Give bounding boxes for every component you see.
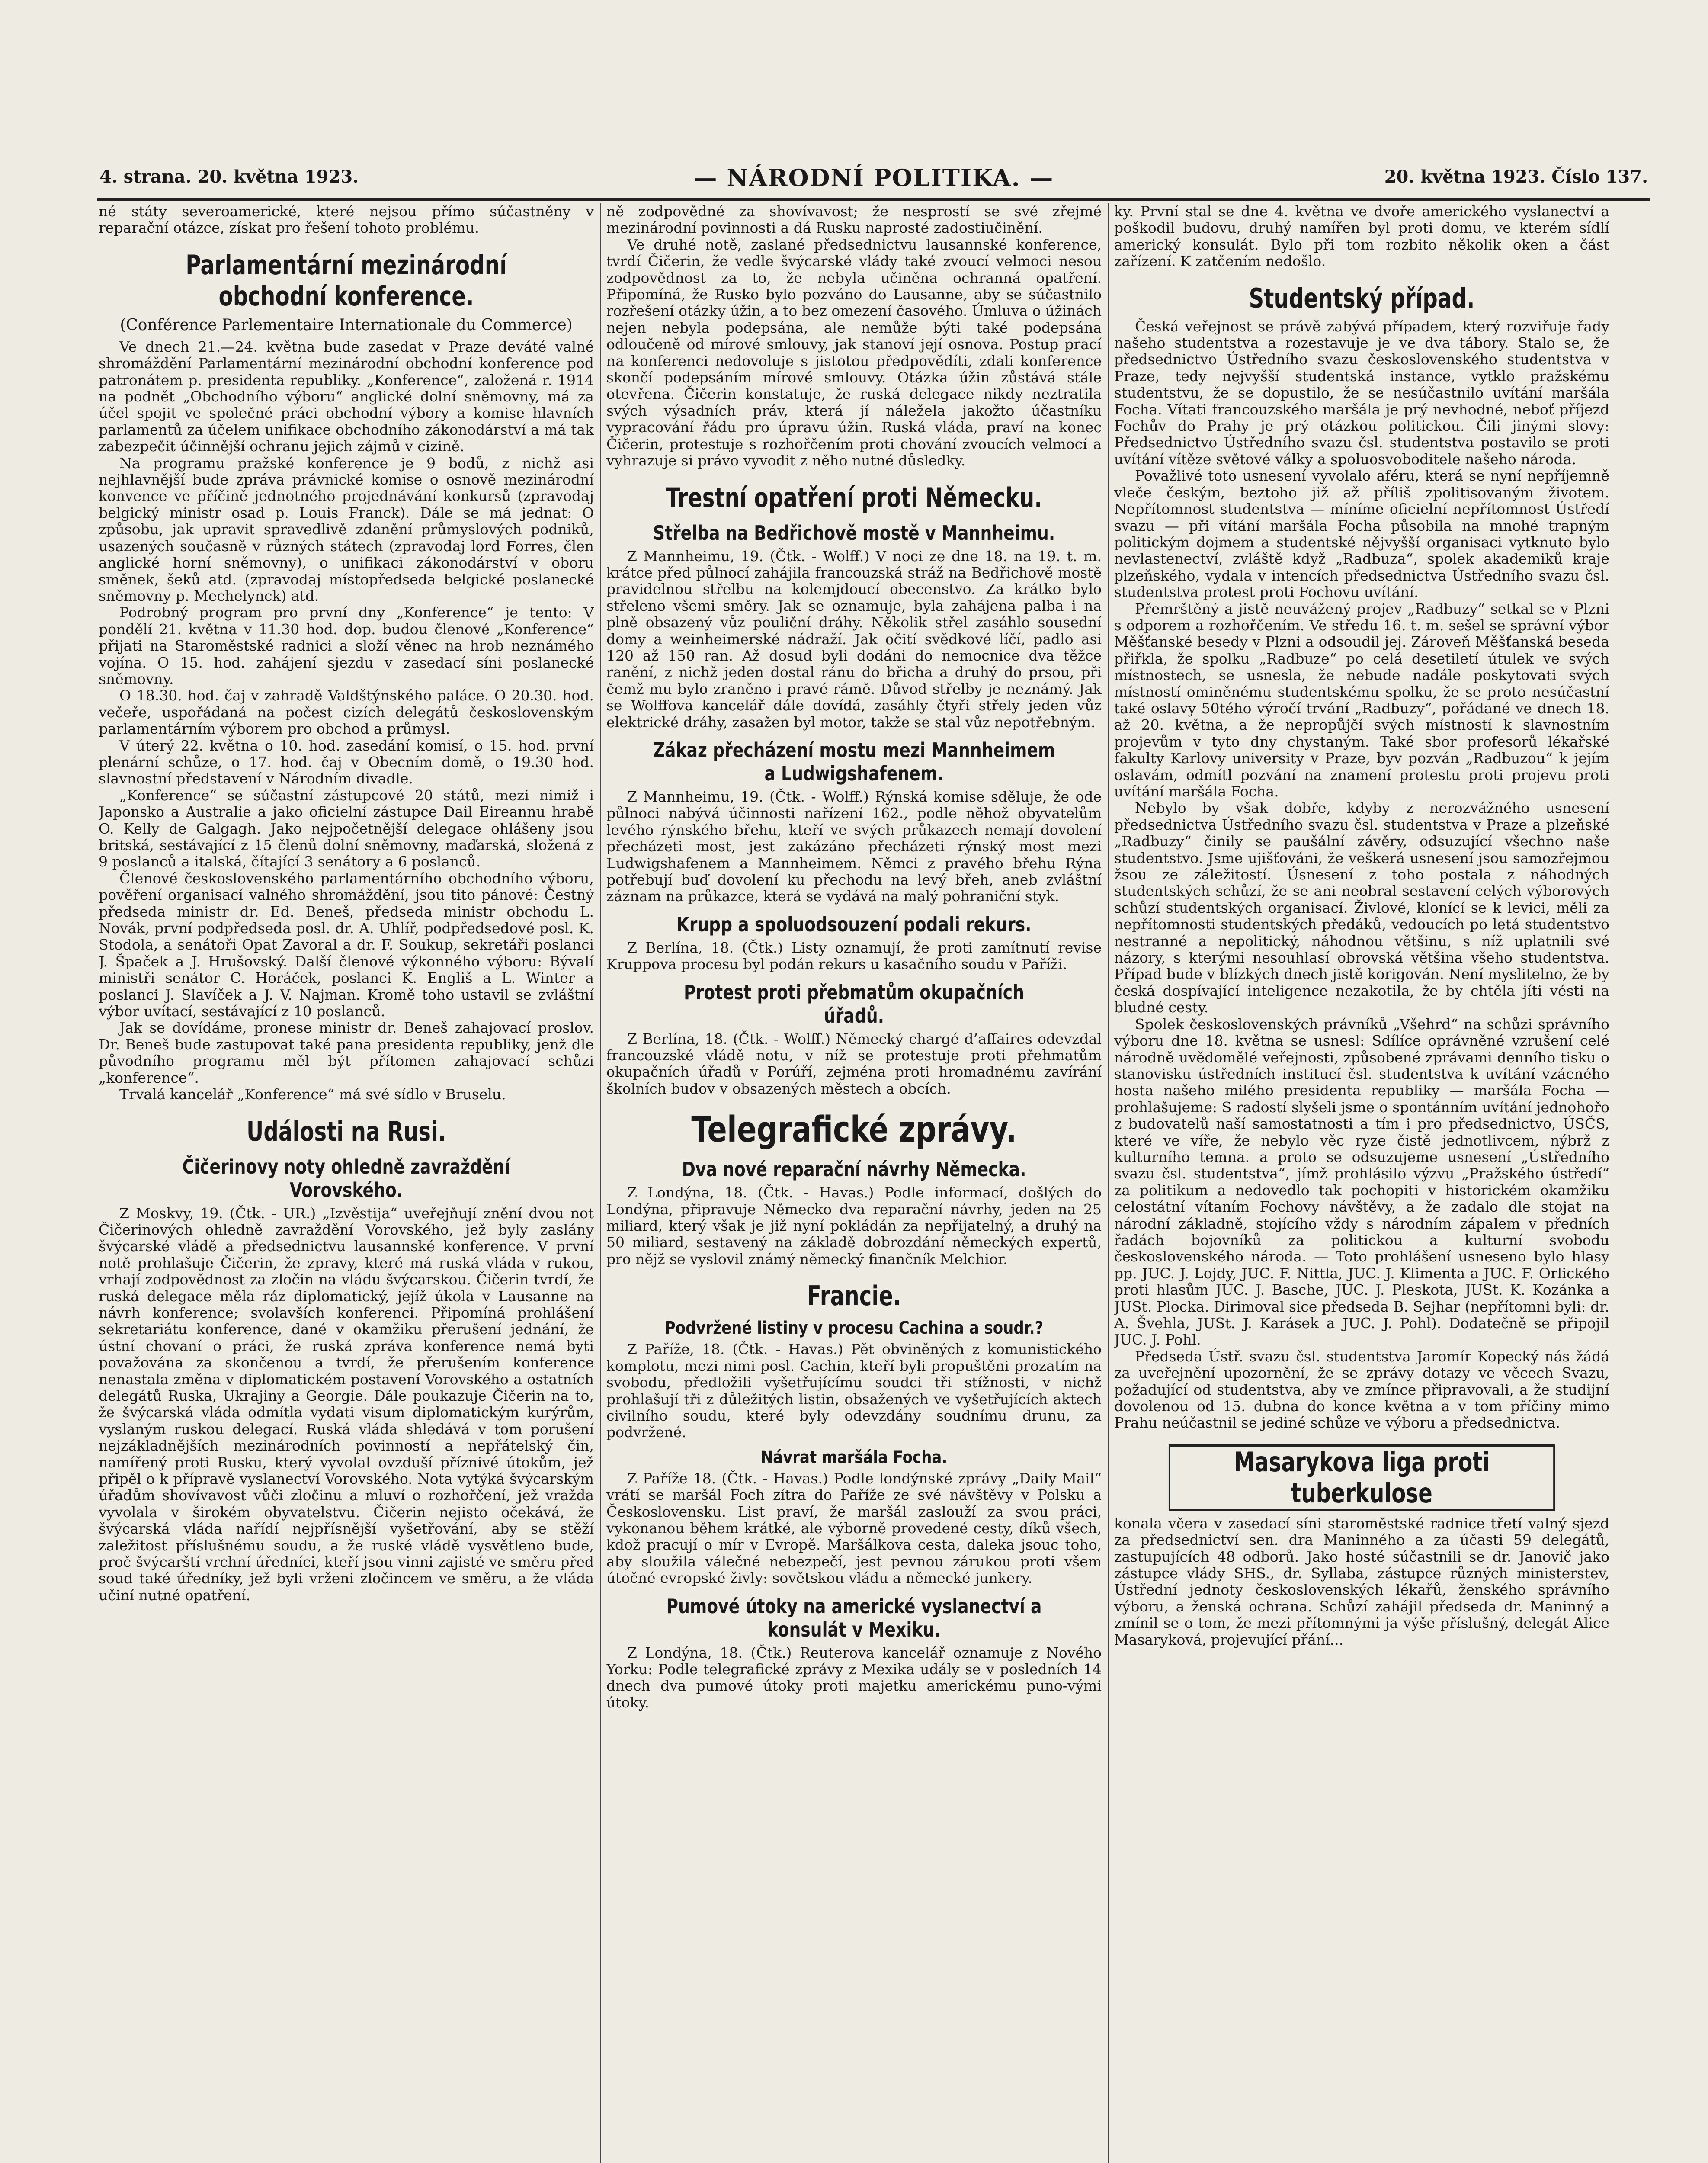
- paragraph: Spolek československých právníků „Všehrd“ na schůzi správního výboru dne 18. května se usnesl: Sdílíce oprávněné vzrušení celé národně uvědomělé veřejnosti, způsobené zprávami denního tisku o stanovisku ústředních institucí čsl. studentstva k uvítání vzácného hosta našeho milého presidenta republiky — maršála Focha — prohlašujeme: S radostí slyšeli jsme o spontánním uvítání jednohořo z budovatelů naší samostatnosti a tím i pro předsednictvo, ÚSČS, které ve víře, že nebylo věc ryze čistě jednotlivcem, nýbrž z kulturního temna. a proto se odsuzujeme usnesení „Ústředního svazu čsl. studentstva“, jímž prohlásilo výzvu „Pražského ústředí“ za politikum a nedovedlo tak pochopiti v historickém okamžiku celostátní vítaním Fochovy návštěvy, a že zadalo dle stojat na národní základně, stojícího vždy s národním zápalem v předních řadách bojovníků za politickou a kulturní svobodu československého národa. — Toto prohlášení usneseno bylo hlasy pp. JUC. J. Lojdy, JUC. F. Nittla, JUC. J. Klimenta a JUC. F. Orlického proti hlasům JUC. J. Basche, JUC. J. Pleskota, JUSt. K. Kozánka a JUSt. Plocka. Dirimoval sice předseda B. Sejhar (nepřítomni byli: dr. A. Švehla, JUSt. J. Karásek a JUC. J. Pohl). Dodatečně se připojil JUC. J. Pohl.: [1114, 1015, 1609, 1348]
- paragraph: Z Paříže, 18. (Čtk. - Havas.) Pět obviněných z komunistického komplotu, mezi nimi posl. Cachin, kteří byli propuštěni prozatím na svobodu, předložili vyšetřujícímu soudci tři stížnosti, v nichž prohlašují tři z důležitých listin, obsažených ve vyšetřujících aktech civilního soudu, které byly odevzdány soudnímu drunu, za podvržené.: [606, 1341, 1102, 1441]
- paragraph: Z Mannheimu, 19. (Čtk. - Wolff.) Rýnská komise sděluje, že ode půlnoci nabývá účinnosti nařízení 162., podle něhož obyvatelům levého rýnského břehu, kteří ve svých průkazech nemají dovolení přecházeti most, jest zakázáno přecházeti rýnský most mezi Ludwigshafenem a Mannheimem. Němci z pravého břehu Rýna potřebují buď dovolení ku přechodu na levý břeh, aneb zvláštní záznam na průkazce, která se vydává na malý pohraniční styk.: [606, 788, 1102, 905]
- paragraph: Podrobný program pro první dny „Konference“ je tento: V pondělí 21. května v 11.30 hod. dop. budou členové „Konference“ přijati na Staroměstské radnici a složí věnec na hrob neznámého vojína. O 15. hod. zahájení sjezdu v zasedací síni poslanecké sněmovny.: [99, 604, 594, 687]
- paragraph: Z Moskvy, 19. (Čtk. - UR.) „Izvěstija“ uveřejňují znění dvou not Čičerinových ohledně zavraždění Vorovského, jež byly zaslány švýcarské vládě a předsednictvu lausannské konference. V první notě prohlašuje Čičerin, že zpravy, které má ruská vláda v rukou, vrhají zodpovědnost za zločin na vládu švýcarskou. Čičerin tvrdí, že ruská delegace měla ráz diplomatický, jejíž úkola v Lausanne na návrh konference; svolavších konferenci. Připomíná prohlášení sekretariátu konference, dané v okamžiku přerušení jednání, že ústní chovaní o práci, že ruská zpráva konference nemá byti považována za skončenou a tvrdí, že přerušením konference nenastala změna v diplomatickém postavení Vorovského a ostatních delegátů Ruska, Ukrajiny a Georgie. Dále poukazuje Čičerin na to, že švýcarská vláda odmítla vydati visum diplomatickým kurýrům, vyslaným ruskou delegací. Ruská vláda shledává v tom porušení nejzákladnějších mezinárodních povinností a nepřátelský čin, namířený proti Rusku, který vyvolal ovzduší příznivé útokům, jež připěl o k přípravě vyslanectví Vorovského. Nota vytýká švýcarským úřadům shovívavost vůči zločinu a mluví o rozhořčení, jež vražda vyvolala v širokém obyvatelstvu. Čičerin nejisto očekává, že švýcarská vláda nařídí nejpřísnější vyšetřování, aby se stěží zaležitost příslušnému soudu, a že ruské vládě vysvětleno bude, proč švýcarští vrchní úředníci, kteří jsou vinni zajisté ve směru před soud také úředníky, jež byli vrženi zločincem ve směru, a že vláda učiní nutné opatření.: [99, 1204, 594, 1604]
- paragraph: Přemrštěný a jistě neuvážený projev „Radbuzy“ setkal se v Plzni s odporem a rozhořčením. Ve středu 16. t. m. sešel se správní výbor Měšťanské besedy v Plzni a odsoudil jej. Zároveň Měšťanská beseda přiřkla, že spolku „Radbuze“ po celá desetiletí útulek ve svých místnostech, se usnesla, že nebude nadále poskytovati svých místností ominěnému studentskému spolku, že se proto nesúčastní také oslavy 50tého výročí trvání „Radbuzy“, pořádané ve dnech 18. až 20. května, a že nepropůjčí svých místností k slavnostním projevům v tyto dny chystaným. Také sbor profesorů lékařské fakulty Karlovy university v Praze, byv pozván „Radbuzou“ k jejím oslavám, odmítl pozvání na znamení protestu proti projevu proti uvítání maršála Focha.: [1114, 600, 1609, 800]
- header-right: 20. května 1923. Číslo 137.: [1384, 167, 1648, 187]
- paragraph: Z Londýna, 18. (Čtk.) Reuterova kancelář oznamuje z Nového Yorku: Podle telegrafické zprávy z Mexika udály se v posledních 14 dnech dva pumové útoky proti majetku americkému puno-vými útoky.: [606, 1644, 1102, 1711]
- paragraph: Na programu pražské konference je 9 bodů, z nichž asi nejhlavnější bude zpráva právnické komise o osnově mezinárodní konvence ve příčině jednotného projednávání konkursů (zpravodaj belgický ministr osad p. Louis Franck). Dále se má jednat: O způsobu, jak upravit spravedlivě zdanění průmyslových podniků, usazených současně v různých státech (zpravodaj lord Forres, člen anglické horní sněmovny), o unifikaci zákonodárství v oboru směnek, šeků atd. (zpravodaj místopředseda belgické poslanecké sněmovny p. Mechelynck) atd.: [99, 454, 594, 604]
- article-headline: Krupp a spoluodsouzení podali rekurs.: [676, 912, 1032, 936]
- article-headline: Parlamentární mezinárodní obchodní konference.: [186, 249, 507, 312]
- article-subheadline: (Conférence Parlementaire Internationale du Commerce): [120, 316, 573, 334]
- article-headline: Masarykova liga proti tuberkulose: [1169, 1444, 1555, 1511]
- header-left: 4. strana. 20. května 1923.: [99, 167, 359, 187]
- article-headline: Pumové útoky na americké vyslanectví a konsulát v Mexiku.: [666, 1594, 1042, 1641]
- paragraph: Z Paříže 18. (Čtk. - Havas.) Podle londýnské zprávy „Daily Mail“ vrátí se maršál Foch zítra do Paříže ze své návštěvy v Polsku a Československu. List praví, že maršál zaslouží za svou práci, vykonanou během krátké, ale výborně provedené cesty, díků všech, kdož pracují o mír v Evropě. Maršálkova cesta, daleka jsouc toho, aby sloužila válečné nebezpečí, jest pevnou zárukou proti všem útočné evropské živly: sovětskou vládu a německé junkery.: [606, 1470, 1102, 1587]
- article-subheadline: Střelba na Bedřichově mostě v Mannheimu.: [653, 521, 1055, 545]
- paragraph: Česká veřejnost se právě zabývá případem, který rozviřuje řady našeho studentstva a rozestavuje je ve dva tábory. Stalo se, že předsednictvo Ústředního svazu československého studentstva v Praze, tedy nejvyšší studentská instance, vytklo pražskému studentstvu, že se dopustilo, že se nesúčastnilo uvítání maršála Focha. Vítati francouzského maršála je prý nevhodné, neboť příjezd Fochův do Prahy je prý otázkou politickou. Čili jinými slovy: Předsednictvo Ústředního svazu čsl. studentstva postavilo se proti uvítání vítěze světové války a spoluosvoboditele našeho národa.: [1114, 318, 1609, 468]
- column-1: [99, 203, 594, 2163]
- paragraph: Z Londýna, 18. (Čtk. - Havas.) Podle informací, došlých do Londýna, připravuje Německo dva reparační návrhy, jeden na 25 miliard, který však je již nyní pokládán za nepřijatelný, a druhý na 50 miliard, sestavený na základě dobrozdání německých expertů, pro nějž se vyslovil známý německý finančník Melchior.: [606, 1184, 1102, 1268]
- paragraph: né státy severoamerické, které nejsou přímo súčastněny v reparační otázce, získat pro řešení tohoto problému.: [99, 203, 594, 237]
- paragraph: Z Berlína, 18. (Čtk.) Listy oznamují, že proti zamítnutí revise Kruppova procesu byl podán rekurs u kasačního soudu v Paříži.: [606, 939, 1102, 973]
- paragraph: Členové československého parlamentárního obchodního výboru, pověření organisací valného shromáždění, jsou tito pánové: Čestný předseda ministr dr. Ed. Beneš, předseda ministr obchodu L. Novák, první podpředseda posl. dr. A. Uhlíř, podpředsedové posl. K. Stodola, a senátoři Opat Zavoral a dr. F. Soukup, sekretáři poslanci J. Špaček a J. Hrušovský. Další členové výkonného výboru: Bývalí ministři senátor C. Horáček, poslanci K. Engliš a L. Winter a poslanci J. Slavíček a J. V. Najman. Kromě toho ustavil se zvláštní výbor uvítací, sestávající z 10 poslanců.: [99, 870, 594, 1020]
- column-2: [606, 203, 1102, 2163]
- paragraph: ky. První stal se dne 4. května ve dvoře amerického vyslanectví a poškodil budovu, druhý namířen byl proti domu, ve kterém sídlí americký konsulát. Bylo při tom rozbito několik oken a část zařízení. K zatčením nedošlo.: [1114, 203, 1609, 270]
- paragraph: Předseda Ústř. svazu čsl. studentstva Jaromír Kopecký nás žádá za uveřejnění upozornění, že se zprávy dotazy ve věcech Svazu, požadující od studentstva, aby ve zmínce připravovali, a že studijní dovolenou od 15. dubna do konce května a v tom příčiny mimo Prahu neúčastnil se jediné schůze ve výboru a předsednictva.: [1114, 1348, 1609, 1431]
- paragraph: Z Mannheimu, 19. (Čtk. - Wolff.) V noci ze dne 18. na 19. t. m. krátce před půlnocí zahájila francouzská stráž na Bedřichově mostě pravidelnou střelbu na kolemjdoucí obecenstvo. Za krátko bylo střeleno všemi směry. Jak se oznamuje, byla zahájena palba i na plně obsazený vůz pouliční dráhy. Několik střel zasáhlo sousední domy a weinheimerské nádraží. Jak očití svědkové líčí, padlo asi 120 až 150 ran. Až dosud byli dodáni do nemocnice dva těžce ranění, z nichž jeden dostal ránu do břicha a druhý do prsou, při čemž mu bylo zraněno i pravé rámě. Důvod střelby je neznámý. Jak se Wolffova kancelář dále dovídá, zasáhly čtyři střely jeden vůz elektrické dráhy, zasažen byl motor, takže se stal vůz nepotřebným.: [606, 547, 1102, 731]
- article-subheadline: Dva nové reparační návrhy Německa.: [682, 1158, 1026, 1181]
- paragraph: konala včera v zasedací síni staroměstské radnice třetí valný sjezd za předsednictví sen. dra Maninného a za účasti 59 delegátů, zastupujících 48 odborů. Jako hosté súčastnili se dr. Janovič jako zástupce vlády SHS., dr. Syllaba, zástupce různých ministerstev, Ústřední jednoty československých lékařů, ženského správního výboru, a ženská ochrana. Schůzí zahájil předseda dr. Maninný a zmínil se o tom, že mezi přítomnými ja výše příslušný, delegát Alice Masaryková, projevující přání...: [1114, 1515, 1609, 1648]
- paragraph: „Konference“ se súčastní zástupcové 20 států, mezi nimiž i Japonsko a Australie a jako oficielní zástupce Dail Eireannu hrabě O. Kelly de Galgagh. Jako nejpočetnější delegace ohlášeny jsou britská, sestávající z 15 členů dolní sněmovny, maďarská, složená z 9 poslanců a italská, čítající 3 senátory a 6 poslanců.: [99, 786, 594, 870]
- article-headline: Studentský případ.: [1249, 282, 1475, 314]
- article-headline: Francie.: [807, 1280, 901, 1312]
- column-3: [1114, 203, 1609, 2163]
- paragraph: ně zodpovědné za shovívavost; že nesprostí se své zřejmé mezinárodní povinnosti a dá Rusku naprosté zadostiučinění.: [606, 203, 1102, 237]
- paragraph: Ve druhé notě, zaslané předsednictvu lausannské konference, tvrdí Čičerin, že vedle švýcarské vlády také zvoucí velmoci nesou zodpovědnost za to, že nebyla učiněna ochranná opatření. Připomíná, že Rusko bylo pozváno do Lausanne, aby se súčastnilo rozřešení otázky úžin, a to bez omezení časového. Úmluva o úžinách nejen nebyla podepsána, ale nemůže býti také podepsána odloučeně od mírové smlouvy, jak stanoví její osnova. Postup prací na konferenci nedovoluje s jistotou předpovědíti, zdali konference skončí podepsáním mírové smlouvy. Otázka úžin zůstává stále otevřena. Čičerin konstatuje, že ruská delegace nikdy neztratila svých výsadních práv, která jí náležela jakožto účastníku vypracování řádu pro úpravu úžin. Ruská vláda, praví na konec Čičerin, protestuje s rozhořčením proti chování zvoucích velmocí a vyhrazuje si právo vyvodit z něho nutné důsledky.: [606, 236, 1102, 469]
- article-headline: Trestní opatření proti Německu.: [666, 481, 1042, 513]
- paragraph: Trvalá kancelář „Konference“ má své sídlo v Bruselu.: [119, 1086, 506, 1103]
- article-subheadline: Návrat maršála Focha.: [760, 1447, 948, 1467]
- paragraph: Ve dnech 21.—24. května bude zasedat v Praze deváté valné shromáždění Parlamentární mezinárodní obchodní konference pod patronátem p. presidenta republiky. „Konference“, založená r. 1914 na podnět „Obchodního výboru“ anglické dolní sněmovny, má za účel spojit ve společné práci obchodní výbory a komise hlavních parlamentů za účelem unifikace obchodního zákonodárství a má tak zabezpečit účinnější ochranu jejich zájmů v cizině.: [99, 338, 594, 455]
- masthead-rule: [97, 198, 1650, 201]
- masthead: [99, 164, 1648, 197]
- article-subheadline: Podvržené listiny v procesu Cachina a soudr.?: [664, 1318, 1044, 1338]
- paragraph: V úterý 22. května o 10. hod. zasedání komisí, o 15. hod. první plenární schůze, o 17. hod. čaj v Obecním domě, o 19.30 hod. slavnostní představení v Národním divadle.: [99, 737, 594, 787]
- article-headline: Protest proti přebmatům okupačních úřadů.: [684, 980, 1024, 1027]
- newspaper-title: — NÁRODNÍ POLITIKA. —: [693, 164, 1054, 192]
- paragraph: Považlivé toto usnesení vyvolalo aféru, která se nyní nepříjemně vleče českým, beztoho již až příliš zpolitisovaným životem. Nepřítomnost studentstva — míníme oficielní nepřítomnost Ústředí svazu — při vítání maršála Focha působila na mnohé trapným politickým dojmem a studentské nějvyšší organisaci vytknuto bylo nevlastenectví, zvláště když „Radbuza“, spolek akademiků kraje plzeňského, vydala v intencích předsednictva Ústředního svazu čsl. studentstva protest proti Fochovu uvítání.: [1114, 467, 1609, 601]
- article-headline: Zákaz přecházení mostu mezi Mannheimem a Ludwigshafenem.: [653, 738, 1055, 785]
- article-headline: Události na Rusi.: [247, 1115, 446, 1147]
- column-divider: [1108, 203, 1109, 2163]
- article-headline: Telegrafické zprávy.: [691, 1109, 1017, 1151]
- column-divider: [600, 203, 601, 2163]
- paragraph: Z Berlína, 18. (Čtk. - Wolff.) Německý chargé d’affaires odevzdal francouzské vládě notu, v níž se protestuje proti přehmatům okupačních úřadů v Porúří, zejména proti hromadnému zavírání školních budov v obsazených městech a obcích.: [606, 1030, 1102, 1097]
- paragraph: Nebylo by však dobře, kdyby z nerozvážného usnesení předsednictva Ústředního svazu čsl. studentstva v Praze a plzeňské „Radbuzy“ činily se paušální závěry, odsuzující všechno naše studentstvo. Jsme ujišťováni, že veškerá usnesení jsou samozřejmou žsou ze záležitostí. Úsnesení z toho postala z náhodných studentských schůzí, že se ani neobral sestavení celých výborových schůzí studentských organisací. Živlové, klonící se k levici, měli za nepřítomnosti studentských předáků, vedoucích po letá studentstvo nestranné a nepolitický, náhodnou většinu, s níž uplatnili své názory, s kterými nesouhlasí obrovská většina všeho studentstva. Případ bude v blízkých dnech jistě korigován. Není myslitelno, že by česká dospívající inteligence nezakotila, že by chtěla jíti vésti na bludné cesty.: [1114, 799, 1609, 1016]
- article-subheadline: Čičerinovy noty ohledně zavraždění Vorovského.: [182, 1155, 510, 1202]
- paragraph: O 18.30. hod. čaj v zahradě Valdštýnského paláce. O 20.30. hod. večeře, uspořádaná na počest cizích delegátů československým parlamentárním výborem pro obchod a průmysl.: [99, 687, 594, 738]
- paragraph: Jak se dovídáme, pronese ministr dr. Beneš zahajovací proslov. Dr. Beneš bude zastupovat také pana presidenta republiky, jenž dle původního programu měl být přítomen zahajovací schůzi „konference“.: [99, 1019, 594, 1086]
